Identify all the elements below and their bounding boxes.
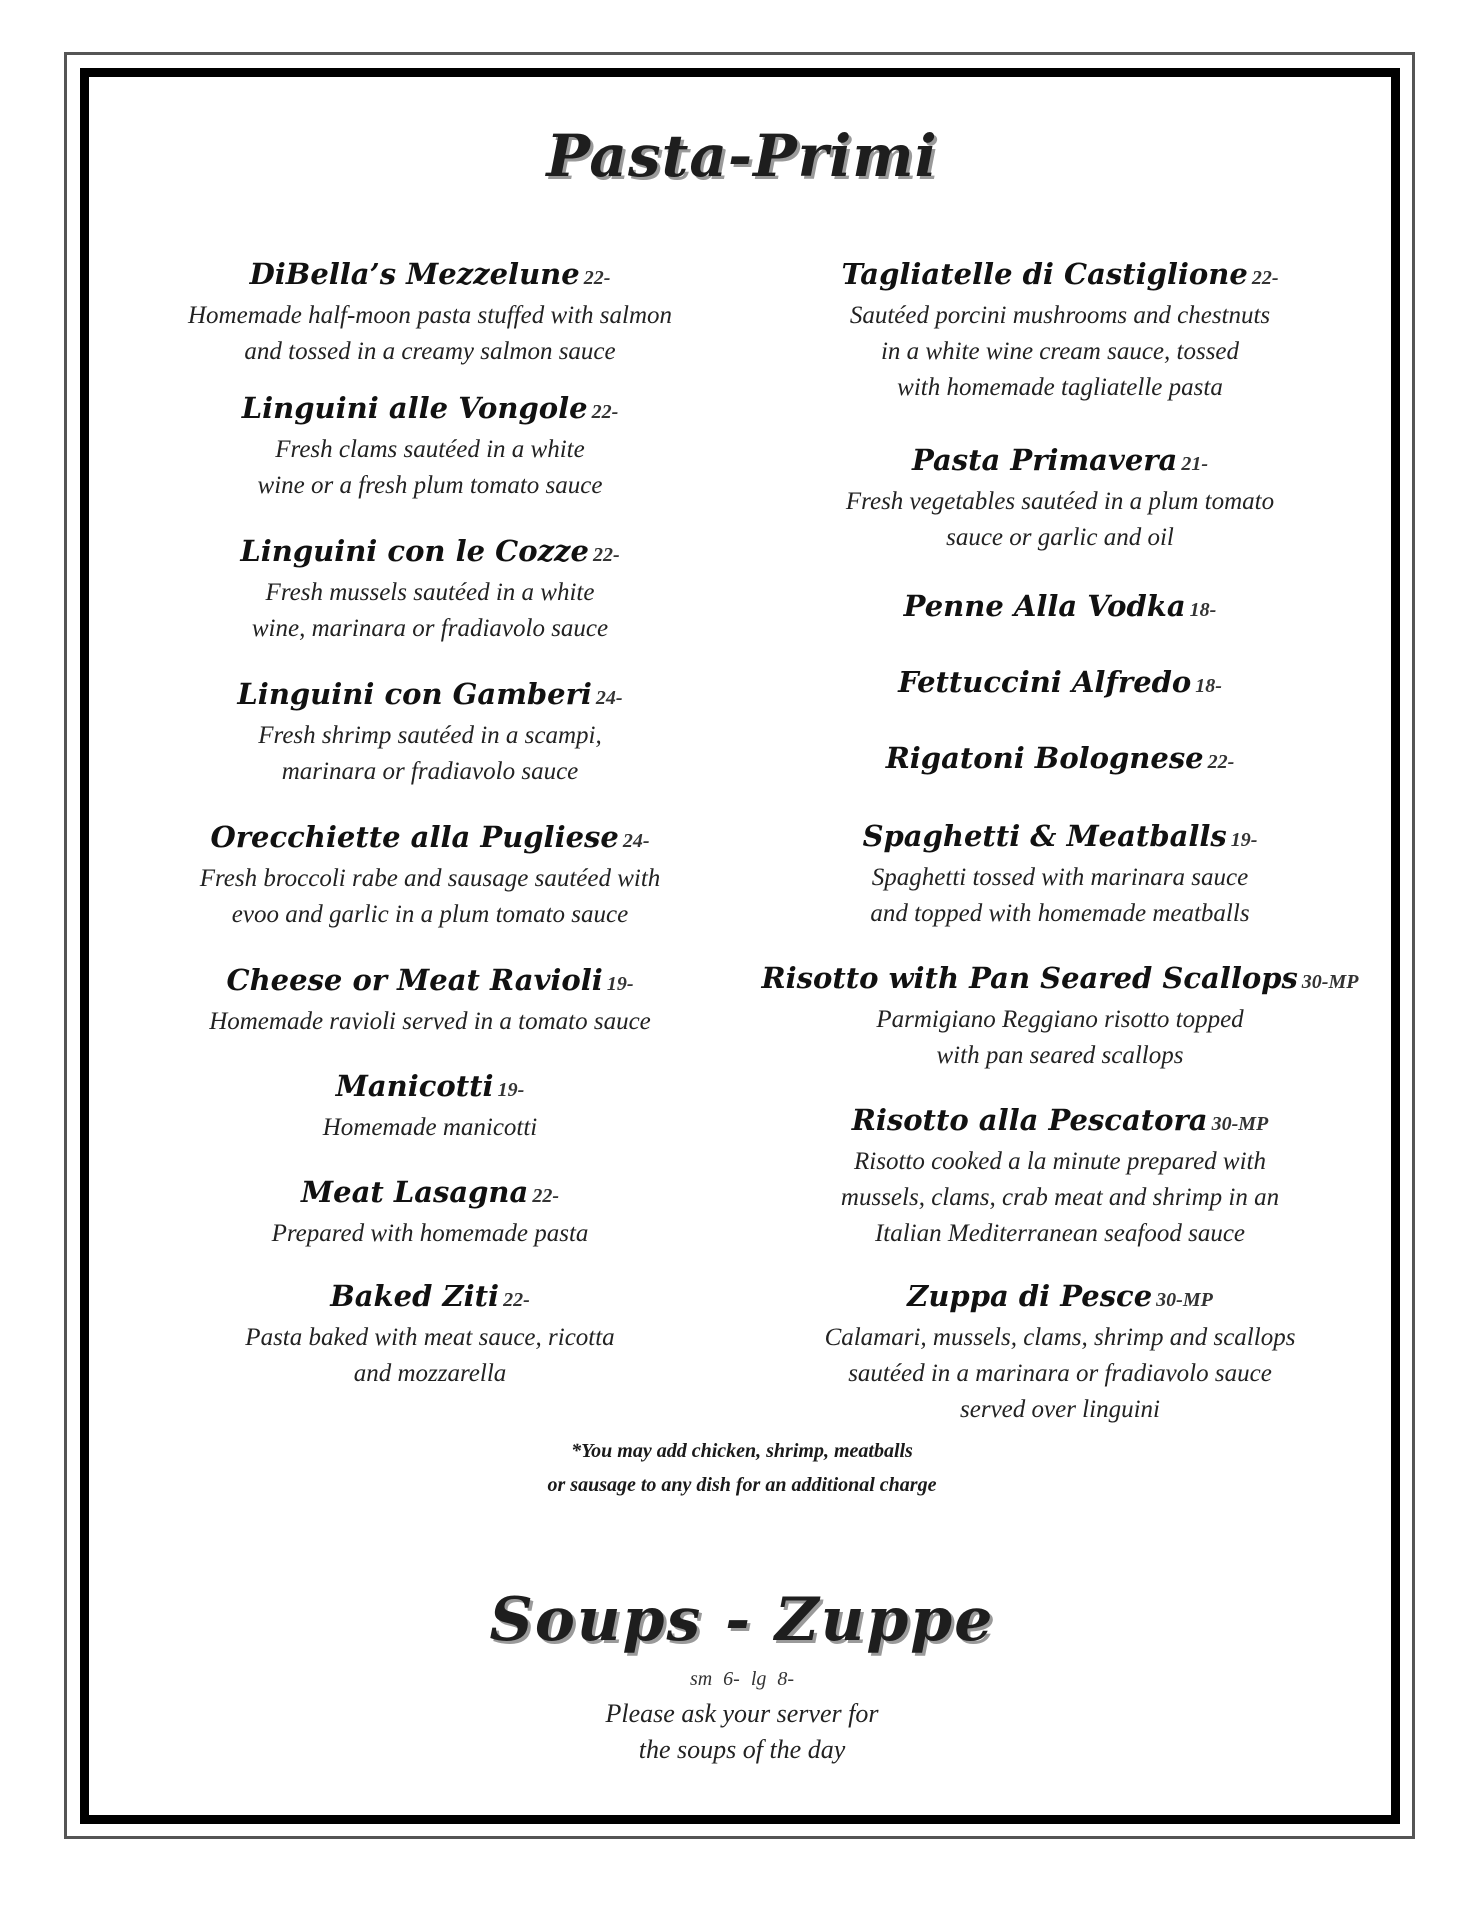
dish-price: 22- [591, 401, 619, 423]
soups-section-title: Soups - Zuppe [489, 1585, 995, 1655]
pasta-section-title: Pasta-Primi [546, 122, 938, 190]
soups-prices: sm 6- lg 8- [689, 1668, 795, 1690]
dish-item [760, 958, 1360, 1074]
dish-name: DiBella’s Mezzelune [249, 257, 580, 291]
dish-description: Calamari, mussels, clams, shrimp and scallops sautéed in a marinara or fradiavolo sauce served over linguini [824, 1324, 1296, 1423]
dish-name: Manicotti [335, 1069, 494, 1103]
dish-name: Cheese or Meat Ravioli [226, 963, 603, 997]
dish-item [760, 586, 1360, 630]
dish-description: Prepared with homemade pasta [271, 1220, 589, 1247]
dish-name: Meat Lasagna [301, 1175, 529, 1209]
dish-item [760, 440, 1360, 556]
dish-item [140, 531, 720, 647]
dish-item [140, 1276, 720, 1392]
soups-description: Please ask your server for the soups of the day [605, 1699, 879, 1764]
dish-item [140, 674, 720, 790]
dish-item [760, 738, 1360, 782]
dish-item [760, 662, 1360, 706]
dish-item [760, 254, 1360, 406]
dish-description: Homemade half-moon pasta stuffed with salmon and tossed in a creamy salmon sauce [187, 302, 672, 365]
dish-price: 22- [532, 1185, 559, 1207]
dish-price: 19- [606, 973, 634, 995]
dish-price: 22- [592, 544, 620, 566]
dish-description: Fresh shrimp sautéed in a scampi, marinara or fradiavolo sauce [258, 722, 602, 785]
dish-price: 22- [1251, 267, 1279, 289]
dish-description: Homemade manicotti [322, 1114, 538, 1141]
dish-name: Linguini con le Cozze [240, 534, 589, 568]
dish-name: Linguini con Gamberi [237, 677, 592, 711]
dish-name: Risotto alla Pescatora [851, 1103, 1208, 1137]
dish-description: Fresh mussels sautéed in a white wine, marinara or fradiavolo sauce [251, 579, 609, 642]
dish-price: 18- [1195, 675, 1222, 697]
dish-name: Tagliatelle di Castiglione [841, 257, 1248, 291]
pasta-left-column [140, 254, 720, 1392]
dish-item [140, 254, 720, 370]
dish-price: 22- [503, 1289, 530, 1311]
dish-price: 30-MP [1211, 1113, 1269, 1135]
dish-name: Pasta Primavera [911, 443, 1178, 477]
dish-description: Homemade ravioli served in a tomato sauce [209, 1008, 651, 1035]
dish-description: Risotto cooked a la minute prepared with mussels, clams, crab meat and shrimp in an Italian Mediterranean seafood sauce [840, 1148, 1280, 1247]
dish-item [760, 816, 1360, 932]
dish-price: 19- [1230, 829, 1258, 851]
dish-price: 22- [583, 267, 611, 289]
dish-price: 22- [1207, 751, 1235, 773]
dish-name: Zuppa di Pesce [907, 1279, 1153, 1313]
dish-price: 24- [595, 687, 623, 709]
dish-price: 24- [622, 830, 650, 852]
dish-item [140, 1172, 720, 1252]
dish-price: 18- [1189, 599, 1217, 621]
dish-price: 30-MP [1156, 1289, 1213, 1311]
dish-item [140, 388, 720, 504]
dish-description: Parmigiano Reggiano risotto topped with pan seared scallops [876, 1006, 1244, 1069]
dish-item [760, 1100, 1360, 1252]
dish-description: Pasta baked with meat sauce, ricotta and mozzarella [245, 1324, 615, 1387]
dish-name: Rigatoni Bolognese [885, 741, 1204, 775]
dish-item [140, 1066, 720, 1146]
dish-item [760, 1276, 1360, 1428]
dish-name: Fettuccini Alfredo [898, 665, 1192, 699]
dish-name: Orecchiette alla Pugliese [210, 820, 619, 854]
dish-name: Baked Ziti [330, 1279, 500, 1313]
dish-price: 21- [1181, 453, 1209, 475]
dish-item [140, 960, 720, 1040]
dish-description: Fresh broccoli rabe and sausage sautéed with evoo and garlic in a plum tomato sauce [199, 865, 661, 928]
dish-description: Spaghetti tossed with marinara sauce and topped with homemade meatballs [870, 864, 1250, 927]
dish-name: Linguini alle Vongole [241, 391, 588, 425]
dish-price: 30-MP [1301, 971, 1359, 993]
add-protein-note: *You may add chicken, shrimp, meatballs or sausage to any dish for an additional charge [547, 1440, 937, 1496]
dish-price: 19- [497, 1079, 525, 1101]
dish-name: Risotto with Pan Seared Scallops [761, 961, 1298, 995]
dish-name: Spaghetti & Meatballs [862, 819, 1227, 853]
dish-description: Fresh clams sautéed in a white wine or a fresh plum tomato sauce [257, 436, 603, 499]
dish-item [140, 817, 720, 933]
dish-description: Sautéed porcini mushrooms and chestnuts in a white wine cream sauce, tossed with homemade tagliatelle pasta [849, 302, 1271, 401]
pasta-right-column [760, 254, 1360, 1428]
dish-description: Fresh vegetables sautéed in a plum tomato sauce or garlic and oil [845, 488, 1275, 551]
dish-name: Penne Alla Vodka [903, 589, 1186, 623]
